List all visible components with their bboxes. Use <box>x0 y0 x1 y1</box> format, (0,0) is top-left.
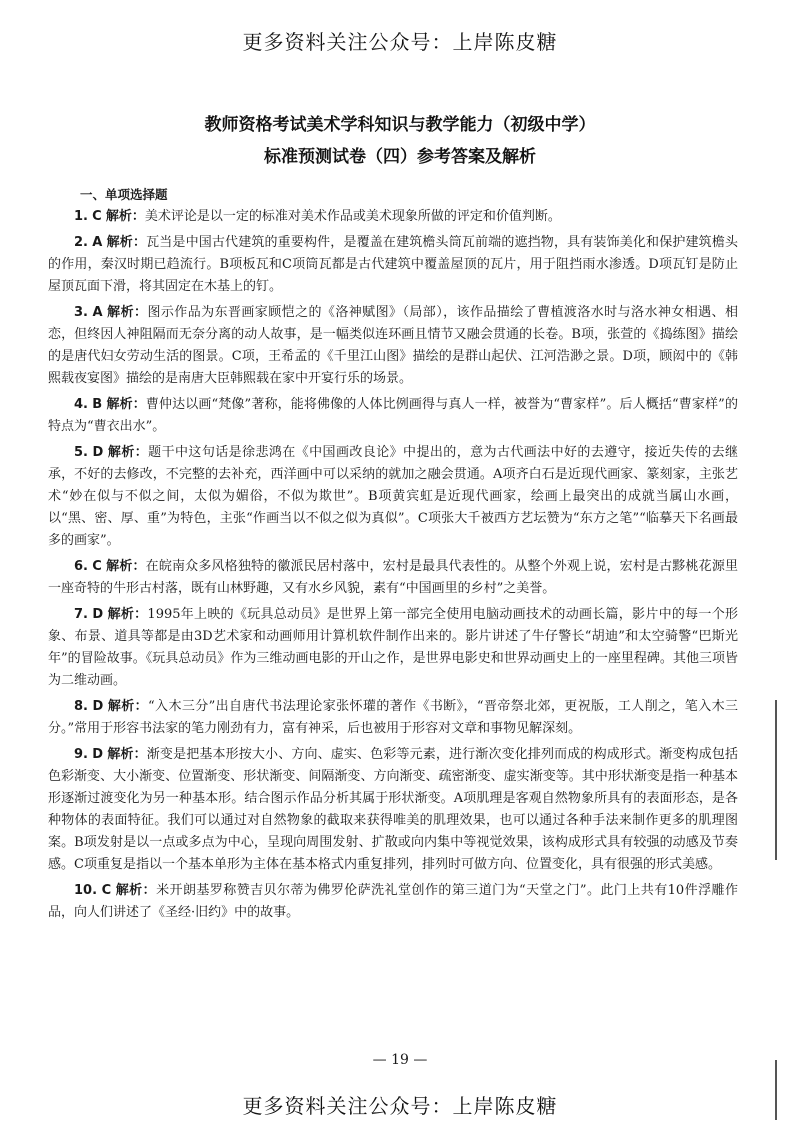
analysis-text: 在皖南众多风格独特的徽派民居村落中，宏村是最具代表性的。从整个外观上说，宏村是古黟桃花源里一座奇特的牛形古村落，既有山林野趣，又有水乡风貌，素有“中国画里的乡村”之美誉。 <box>48 559 738 596</box>
question-number: 7. <box>74 607 88 622</box>
question-number: 2. <box>74 235 88 250</box>
answer-item <box>48 394 738 438</box>
question-number: 6. <box>74 559 88 574</box>
answer-letter: C <box>92 559 102 574</box>
question-number: 3. <box>74 305 88 320</box>
analysis-text: 1995年上映的《玩具总动员》是世界上第一部完全使用电脑动画技术的动画长篇，影片中的每一个形象、布景、道具等都是由3D艺术家和动画师用计算机软件制作出来的。影片讲述了牛仔警长“胡迪”和太空骑警“巴斯光年”的冒险故事。《玩具总动员》作为三维动画电影的开山之作，是世界电影史和世界动画史上的一座里程碑。其他三项皆为二维动画。 <box>48 607 738 688</box>
answer-item <box>48 880 738 924</box>
answer-item <box>48 442 738 552</box>
analysis-text: “入木三分”出自唐代书法理论家张怀瓘的著作《书断》，“晋帝祭北郊，更祝版，工人削之，笔入木三分。”常用于形容书法家的笔力刚劲有力，富有神采，后也被用于形容对文章和事物见解深刻。 <box>48 699 738 736</box>
answer-list <box>48 206 738 928</box>
answer-letter: D <box>92 445 104 460</box>
document-title: 教师资格考试美术学科知识与教学能力（初级中学） <box>204 115 596 135</box>
answer-item <box>48 696 738 740</box>
answer-letter: D <box>92 699 104 714</box>
scan-edge-mark <box>775 1060 777 1120</box>
question-number: 8. <box>74 699 88 714</box>
section-heading: 一、单项选择题 <box>80 187 168 202</box>
answer-letter: B <box>92 397 103 412</box>
answer-item <box>48 744 738 876</box>
answer-letter: C <box>92 209 102 224</box>
analysis-text: 米开朗基罗称赞吉贝尔蒂为佛罗伦萨洗礼堂创作的第三道门为“天堂之门”。此门上共有10件浮雕作品，向人们讲述了《圣经·旧约》中的故事。 <box>48 883 738 920</box>
analysis-label: 解析： <box>107 445 149 460</box>
analysis-label: 解析： <box>106 397 146 412</box>
question-number: 9. <box>74 747 88 762</box>
question-number: 5. <box>74 445 88 460</box>
analysis-label: 解析： <box>105 209 145 224</box>
answer-letter: C <box>101 883 112 898</box>
answer-item <box>48 556 738 600</box>
question-number: 10. <box>74 883 98 898</box>
analysis-text: 图示作品为东晋画家顾恺之的《洛神赋图》（局部），该作品描绘了曹植渡洛水时与洛水神女相遇、相恋，但终因人神阻隔而无奈分离的动人故事，是一幅类似连环画且情节又融会贯通的长卷。B项，张萱的《捣练图》描绘的是唐代妇女劳动生活的图景。C项，王希孟的《千里江山图》描绘的是群山起伏、江河浩渺之景。D项，顾闳中的《韩熙载夜宴图》描绘的是南唐大臣韩熙载在家中开宴行乐的场景。 <box>48 305 738 386</box>
answer-item <box>48 232 738 298</box>
question-number: 1. <box>74 209 88 224</box>
analysis-text: 曹仲达以画“梵像”著称，能将佛像的人体比例画得与真人一样，被誉为“曹家样”。后人概括“曹家样”的特点为“曹衣出水”。 <box>48 397 738 434</box>
answer-item <box>48 604 738 692</box>
analysis-label: 解析： <box>107 607 148 622</box>
analysis-text: 题干中这句话是徐悲鸿在《中国画改良论》中提出的，意为古代画法中好的去遵守，接近失传的去继承，不好的去修改，不完整的去补充，西洋画中可以采纳的就加之融会贯通。A项齐白石是近现代画家、篆刻家，主张艺术“妙在似与不似之间，太似为媚俗，不似为欺世”。B项黄宾虹是近现代画家，绘画上最突出的成就当属山水画，以“黑、密、厚、重”为特色，主张“作画当以不似之似为真似”。C项张大千被西方艺坛赞为“东方之笔”“临摹天下名画最多的画家”。 <box>48 445 738 548</box>
scan-edge-mark <box>775 700 777 860</box>
analysis-label: 解析： <box>107 747 147 762</box>
analysis-text: 渐变是把基本形按大小、方向、虚实、色彩等元素，进行渐次变化排列而成的构成形式。渐变构成包括色彩渐变、大小渐变、位置渐变、形状渐变、间隔渐变、方向渐变、疏密渐变、虚实渐变等。其中形状渐变是指一种基本形逐渐过渡变化为另一种基本形。结合图示作品分析其属于形状渐变。A项肌理是客观自然物象所具有的表面形态，是各种物体的表面特征。我们可以通过对自然物象的截取来获得唯美的肌理效果，也可以通过各种手法来制作更多的肌理图案。B项发射是以一点或多点为中心，呈现向周围发射、扩散或向内集中等视觉效果，该构成形式具有较强的动感及节奏感。C项重复是指以一个基本单形为主体在基本格式内重复排列，排列时可做方向、位置变化，具有很强的形式美感。 <box>48 747 738 872</box>
analysis-text: 瓦当是中国古代建筑的重要构件，是覆盖在建筑檐头筒瓦前端的遮挡物，具有装饰美化和保护建筑檐头的作用，秦汉时期已趋流行。B项板瓦和C项筒瓦都是古代建筑中覆盖屋顶的瓦片，用于阻挡雨水渗透。D项瓦钉是防止屋顶瓦面下滑，将其固定在木基上的钉。 <box>48 235 738 294</box>
page-number: — 19 — <box>372 1052 428 1068</box>
analysis-label: 解析： <box>107 305 148 320</box>
document-subtitle: 标准预测试卷（四）参考答案及解析 <box>264 147 536 167</box>
analysis-label: 解析： <box>106 559 146 574</box>
analysis-text: 美术评论是以一定的标准对美术作品或美术现象所做的评定和价值判断。 <box>144 209 561 224</box>
answer-item <box>48 302 738 390</box>
analysis-label: 解析： <box>106 235 147 250</box>
analysis-label: 解析： <box>107 699 149 714</box>
question-number: 4. <box>74 397 88 412</box>
answer-letter: D <box>92 607 104 622</box>
answer-letter: A <box>92 305 103 320</box>
footer-banner: 更多资料关注公众号：上岸陈皮糖 <box>242 1094 558 1118</box>
answer-letter: D <box>92 747 104 762</box>
answer-item <box>48 206 738 228</box>
analysis-label: 解析： <box>115 883 157 898</box>
header-banner: 更多资料关注公众号：上岸陈皮糖 <box>242 30 558 54</box>
answer-letter: A <box>92 235 103 250</box>
